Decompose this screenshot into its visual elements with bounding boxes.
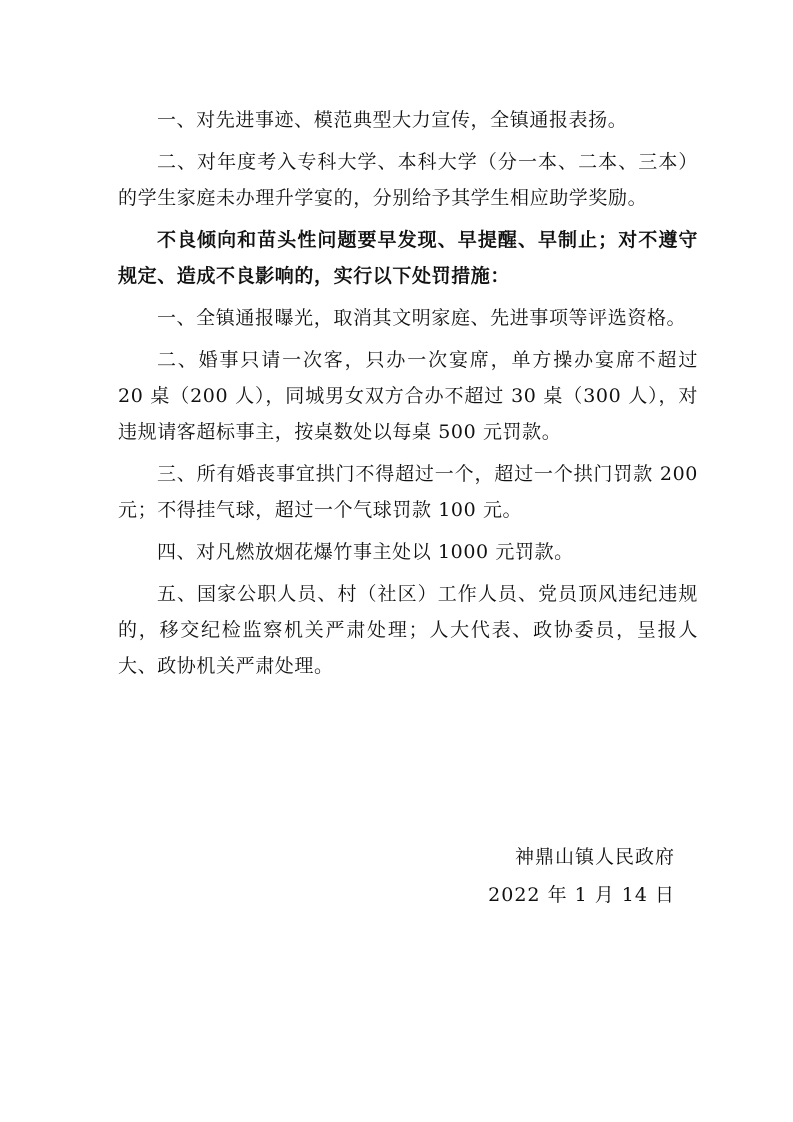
signature-org: 神鼎山镇人民政府 bbox=[514, 846, 675, 868]
paragraph-penalty-3: 三、所有婚丧事宜拱门不得超过一个，超过一个拱门罚款 200 元；不得挂气球，超过一个气球罚款 100 元。 bbox=[118, 463, 698, 521]
document-body bbox=[118, 102, 698, 690]
signature-block bbox=[488, 838, 675, 914]
paragraph-penalty-2: 二、婚事只请一次客，只办一次宴席，单方操办宴席不超过 20 桌（200 人），同城男女双方合办不超过 30 桌（300 人），对违规请客超标事主，按桌数处以每桌 500 元罚款。 bbox=[118, 349, 698, 443]
paragraph-scholarship-reward: 二、对年度考入专科大学、本科大学（分一本、二本、三本）的学生家庭未办理升学宴的，分别给予其学生相应助学奖励。 bbox=[118, 151, 698, 209]
signature-date: 2022 年 1 月 14 日 bbox=[488, 884, 675, 906]
paragraph-penalty-1: 一、全镇通报曝光，取消其文明家庭、先进事项等评选资格。 bbox=[156, 307, 687, 329]
paragraph-penalty-heading: 不良倾向和苗头性问题要早发现、早提醒、早制止；对不遵守规定、造成不良影响的，实行以下处罚措施： bbox=[118, 229, 698, 287]
paragraph-commendation: 一、对先进事迹、模范典型大力宣传，全镇通报表扬。 bbox=[156, 109, 628, 131]
paragraph-penalty-4: 四、对凡燃放烟花爆竹事主处以 1000 元罚款。 bbox=[156, 541, 574, 563]
paragraph-penalty-5: 五、国家公职人员、村（社区）工作人员、党员顶风违纪违规的，移交纪检监察机关严肃处理；人大代表、政协委员，呈报人大、政协机关严肃处理。 bbox=[118, 583, 698, 677]
